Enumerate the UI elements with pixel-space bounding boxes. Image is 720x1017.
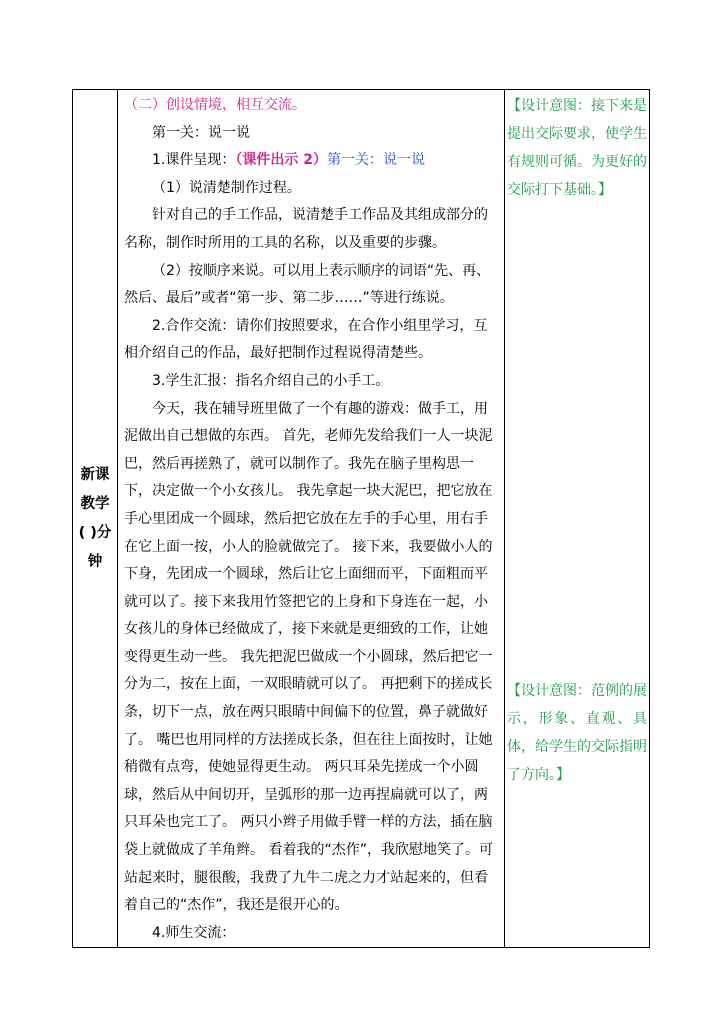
table-row [73, 90, 650, 948]
row-label-line: 钟 [87, 553, 103, 570]
design-note-1: 【设计意图：接下来是提出交际要求，使学生有规则可循。为更好的交际打下基础。】 [507, 98, 647, 198]
row-label-line: 教学 [80, 495, 110, 512]
lesson-content [118, 90, 504, 947]
courseware-tag: （课件出示 2） [235, 152, 327, 169]
design-note-2: 【设计意图：范例的展示，形象、直观、具体，给学生的交际指明了方向。】 [507, 683, 647, 783]
lesson-plan-table [72, 89, 650, 948]
item-4: 4.师生交流： [152, 924, 236, 941]
row-label-line: 新课 [80, 466, 110, 483]
item-1 [124, 147, 498, 175]
level-title: 第一关：说一说 [152, 124, 250, 141]
row-label-line: ( )分 [78, 524, 112, 541]
item-1-prefix: 1.课件呈现： [152, 152, 236, 169]
row-label-cell [73, 90, 118, 948]
example-text: 今天，我在辅导班里做了一个有趣的游戏：做手工，用泥做出自己想做的东西。 首先，老师先发给我们一人一块泥巴，然后再搓熟了，就可以制作了。我先在脑子里构思一下，决定做一个小女孩儿。 我先拿起一块大泥巴，把它放在手心里团成一个圆球，然后把它放在左手的手心里，用右手在它上面一按，小人的脸就做完了。 接下来，我要做小人的下身，先团成一个圆球，然后让它上面细而平，下面粗而平就可以了。接下来我用竹签把它的上身和下身连在一起，小女孩儿的身体已经做成了，接下来就是更细致的工作，让她变得更生动一些。 我先把泥巴做成一个小圆球，然后把它一分为二，按在上面，一双眼睛就可以了。 再把剩下的搓成长条，切下一点，放在两只眼睛中间偏下的位置，鼻子就做好了。 嘴巴也用同样的方法搓成长条，但在往上面按时，让她稍微有点弯，使她显得更生动。 两只耳朵先搓成一个小圆球，然后从中间切开，呈弧形的那一边再捏扁就可以了，两只耳朵也完工了。 两只小辫子用做手臂一样的方法，插在脑袋上就做成了羊角辫。 看着我的“杰作”，我欣慰地笑了。可站起来时，腿很酸，我费了九牛二虎之力才站起来的，但看着自己的“杰作”，我还是很开心的。 [124, 400, 493, 914]
courseware-link: 第一关：说一说 [326, 152, 425, 169]
section-heading: （二）创设情境，相互交流。 [124, 97, 306, 113]
item-2: 2.合作交流：请你们按照要求，在合作小组里学习，互相介绍自己的作品，最好把制作过程说得清楚些。 [124, 317, 488, 362]
design-note-cell [505, 90, 650, 948]
row-label [73, 461, 117, 577]
step-1-text: 针对自己的手工作品，说清楚手工作品及其组成部分的名称，制作时所用的工具的名称，以及重要的步骤。 [124, 207, 488, 251]
step-1: （1）说清楚制作过程。 [152, 179, 301, 196]
content-cell [118, 90, 505, 948]
item-3: 3.学生汇报：指名介绍自己的小手工。 [152, 372, 390, 389]
step-2: （2）按顺序来说。可以用上表示顺序的词语“先、再、然后、最后”或者“第一步、第二步……”等进行练说。 [124, 262, 491, 307]
